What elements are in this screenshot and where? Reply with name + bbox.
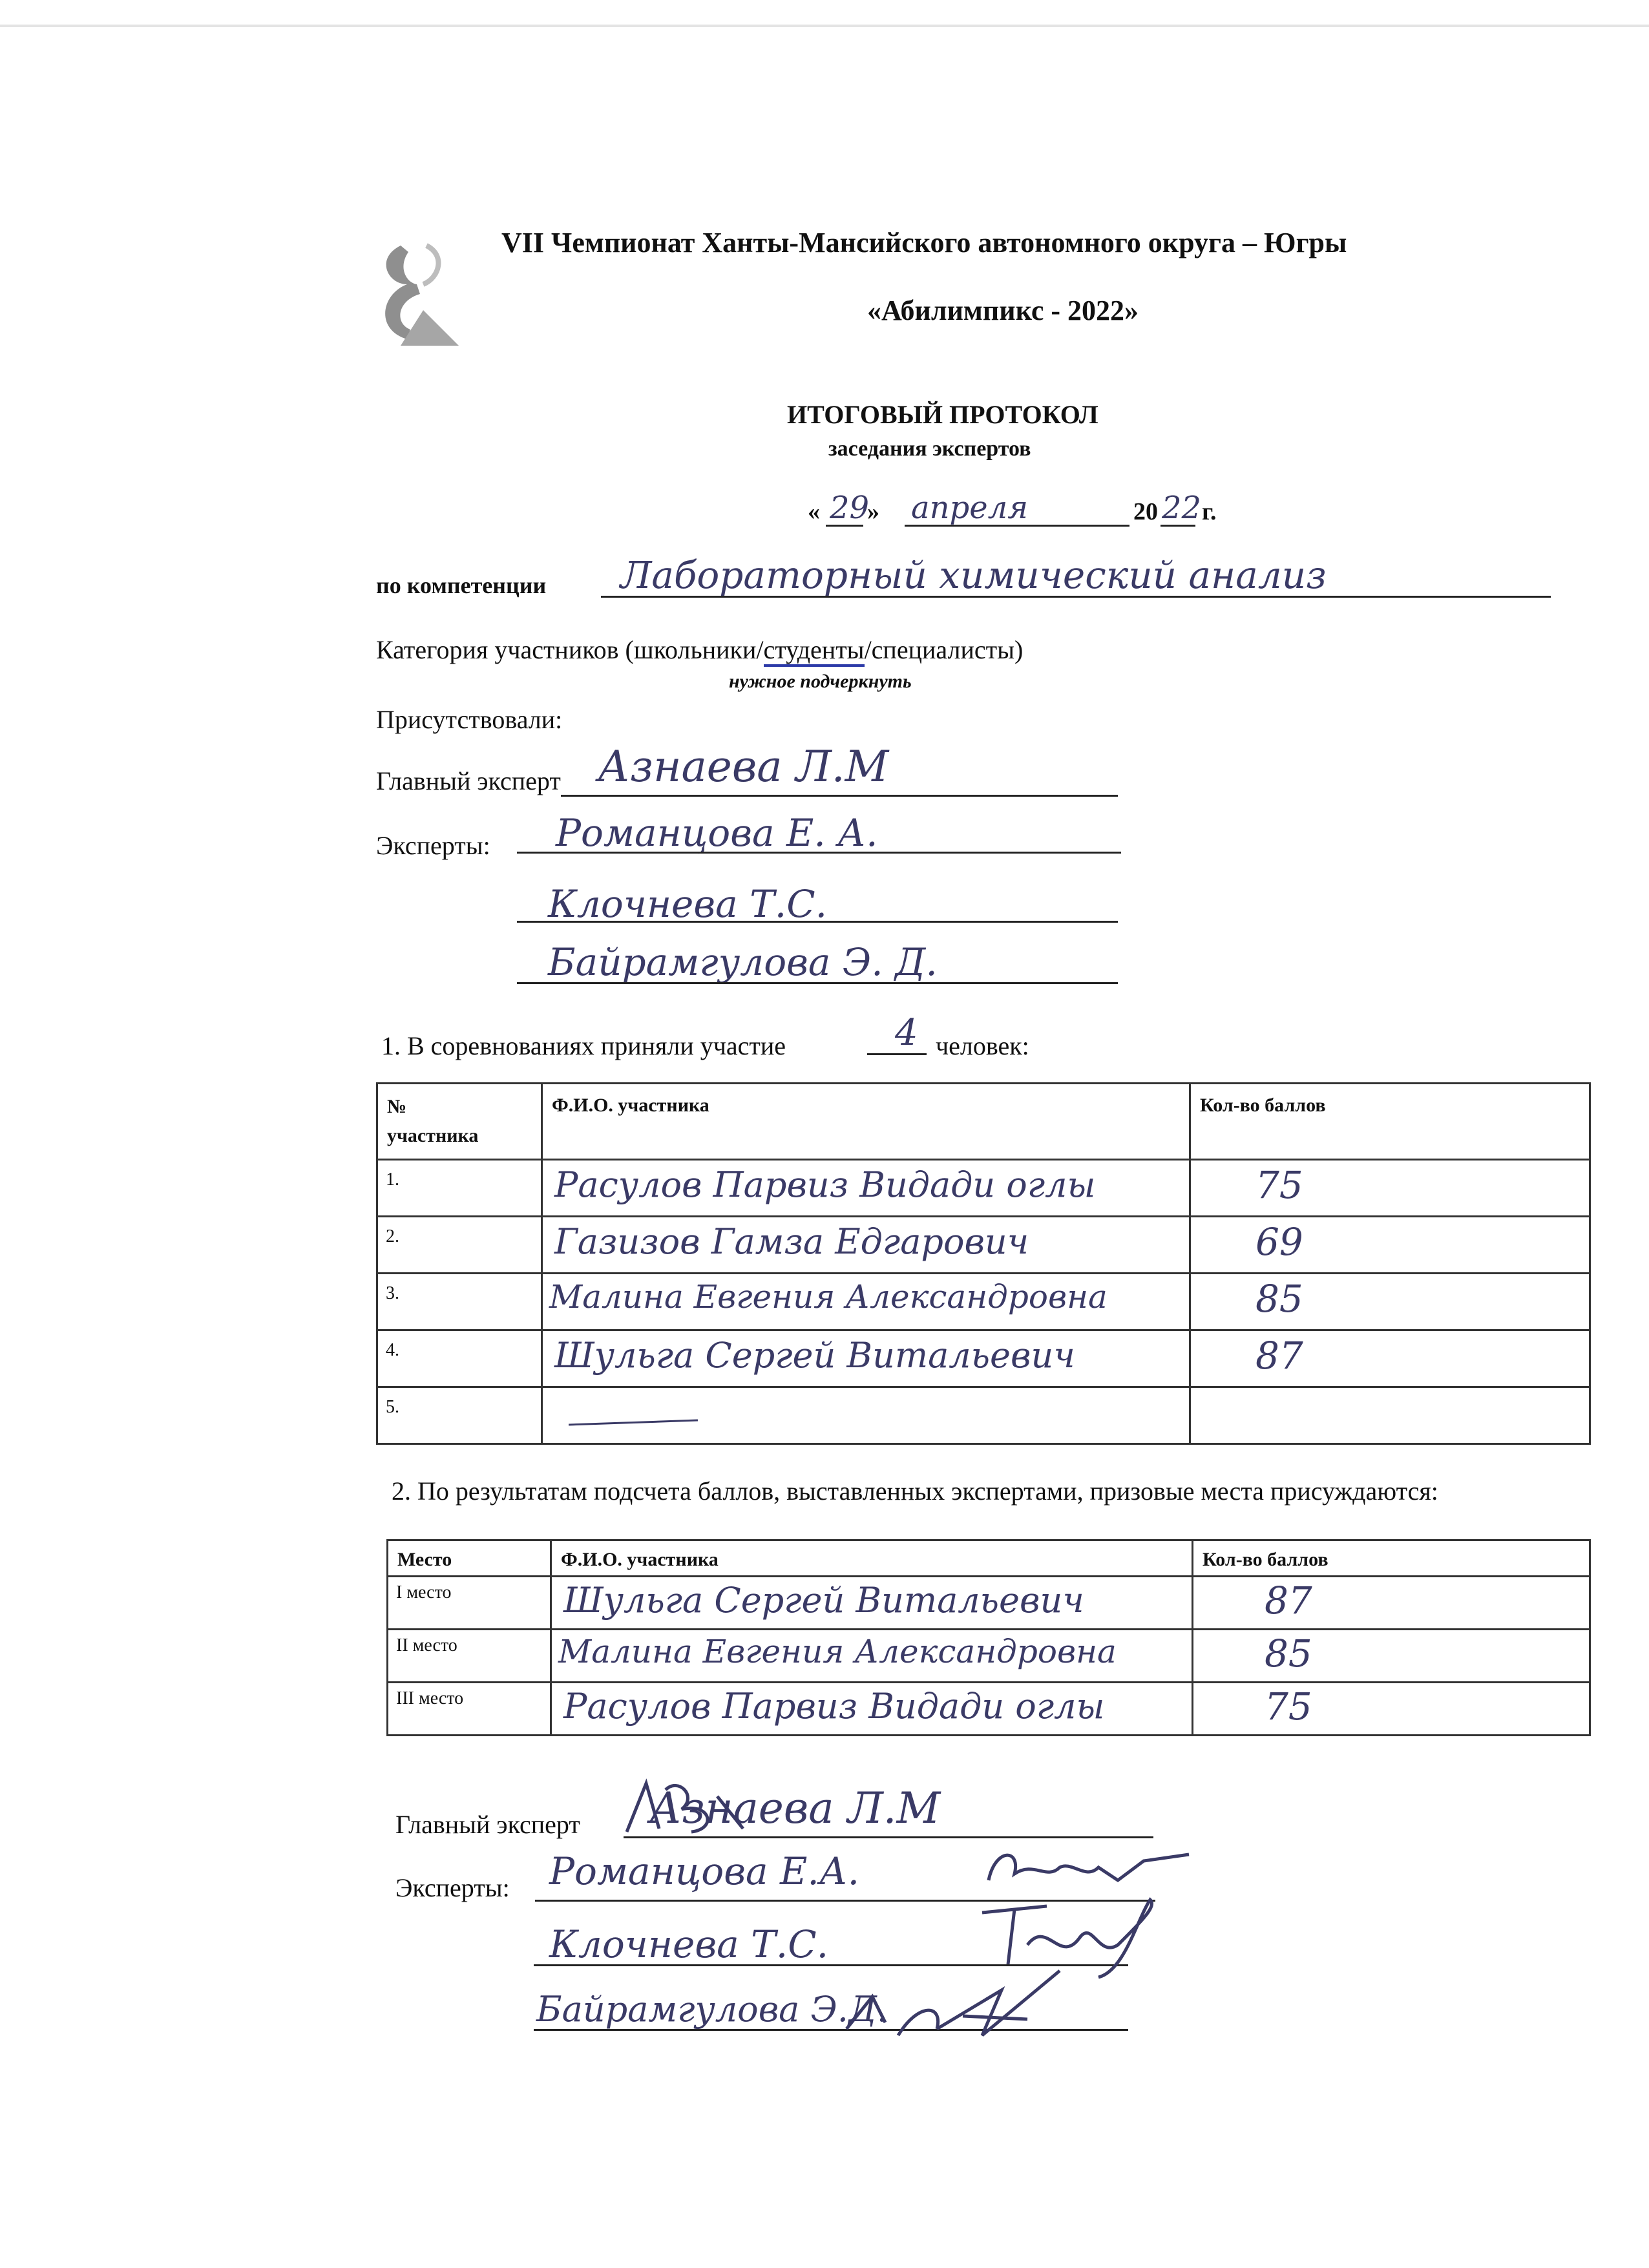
category-underlined-students: студенты bbox=[764, 635, 865, 667]
present-label: Присутствовали: bbox=[376, 705, 563, 734]
scan-edge bbox=[0, 25, 1649, 27]
header-name: Ф.И.О. участника bbox=[561, 1549, 719, 1570]
participant-name: Расулов Парвиз Видади оглы bbox=[554, 1164, 1096, 1205]
signature-scribble-expert-1-icon bbox=[982, 1835, 1195, 1900]
category-text-after: /специалисты) bbox=[864, 635, 1024, 664]
prize-place: II место bbox=[396, 1635, 457, 1655]
participant-name: Шульга Сергей Витальевич bbox=[554, 1335, 1075, 1376]
table-row bbox=[388, 1630, 1590, 1683]
table-row bbox=[388, 1683, 1590, 1736]
category-text-before: Категория участников (школьники/ bbox=[376, 635, 764, 664]
date-open-quote: « bbox=[808, 498, 820, 525]
date-year-unit: г. bbox=[1202, 498, 1217, 525]
prize-place: I место bbox=[396, 1582, 452, 1602]
signature-chief-label: Главный эксперт bbox=[395, 1810, 580, 1839]
date-line bbox=[808, 491, 1260, 530]
row-number: 1. bbox=[386, 1170, 399, 1190]
participant-score: 87 bbox=[1255, 1334, 1303, 1378]
prize-score: 87 bbox=[1265, 1579, 1312, 1622]
signature-scribble-expert-3-icon bbox=[834, 1958, 1079, 2055]
chief-expert-label: Главный эксперт bbox=[376, 766, 561, 795]
championship-title: VII Чемпионат Ханты-Мансийского автономного округа – Югры bbox=[501, 227, 1347, 258]
participants-table-header bbox=[377, 1084, 1590, 1160]
date-day: 29 bbox=[830, 490, 870, 526]
table-row bbox=[377, 1217, 1590, 1274]
expert-name-3: Байрамгулова Э. Д. bbox=[548, 940, 938, 984]
date-month: апреля bbox=[911, 490, 1029, 526]
row-number: 4. bbox=[386, 1340, 399, 1360]
date-close-quote: » bbox=[867, 498, 879, 525]
signature-scribble-chief-icon bbox=[620, 1770, 750, 1842]
header-score: Кол-во баллов bbox=[1203, 1549, 1329, 1570]
row-number: 3. bbox=[386, 1283, 399, 1303]
competence-label: по компетенции bbox=[376, 572, 547, 598]
prize-winner-name: Малина Евгения Александровна bbox=[558, 1633, 1117, 1670]
prizes-table-header bbox=[388, 1540, 1590, 1577]
table-row bbox=[377, 1330, 1590, 1387]
row-number: 2. bbox=[386, 1226, 399, 1246]
participant-name: Малина Евгения Александровна bbox=[549, 1278, 1108, 1316]
date-year-suffix: 22 bbox=[1162, 490, 1202, 526]
prize-winner-name: Расулов Парвиз Видади оглы bbox=[563, 1686, 1105, 1727]
header-number: № участника bbox=[387, 1096, 479, 1146]
row-number: 5. bbox=[386, 1397, 399, 1417]
signature-expert-1: Романцова Е.А. bbox=[549, 1849, 860, 1893]
participant-score: 85 bbox=[1255, 1277, 1303, 1321]
participants-count: 4 bbox=[895, 1012, 918, 1054]
prize-score: 85 bbox=[1265, 1632, 1312, 1675]
participant-name: Газизов Гамза Едгарович bbox=[554, 1221, 1029, 1262]
signature-expert-2: Клочнева Т.С. bbox=[549, 1922, 829, 1966]
header-score: Кол-во баллов bbox=[1200, 1095, 1326, 1116]
protocol-subtitle: заседания экспертов bbox=[828, 437, 1031, 461]
signature-chief-name: Азнаева Л.М bbox=[649, 1783, 941, 1833]
participant-category bbox=[376, 635, 1023, 665]
header-name: Ф.И.О. участника bbox=[552, 1095, 709, 1116]
header-place: Место bbox=[397, 1549, 452, 1570]
prize-score: 75 bbox=[1265, 1685, 1312, 1728]
participant-score: 69 bbox=[1255, 1220, 1303, 1264]
date-year-prefix: 20 bbox=[1133, 498, 1158, 525]
prize-winner-name: Шульга Сергей Витальевич bbox=[563, 1580, 1084, 1621]
empty-name-dash bbox=[569, 1420, 698, 1426]
experts-label: Эксперты: bbox=[376, 831, 490, 860]
prizes-table bbox=[386, 1539, 1591, 1736]
table-row bbox=[388, 1577, 1590, 1630]
category-note: нужное подчеркнуть bbox=[729, 671, 912, 692]
expert-name-1: Романцова Е. А. bbox=[556, 811, 878, 855]
section1-unit: человек: bbox=[936, 1031, 1029, 1060]
competence-value: Лабораторный химический анализ bbox=[620, 553, 1327, 597]
abilympics-logo-icon bbox=[362, 233, 478, 349]
signature-experts-label: Эксперты: bbox=[395, 1873, 510, 1902]
section1-text: 1. В соревнованиях приняли участие bbox=[381, 1031, 786, 1060]
chief-expert-name: Азнаева Л.М bbox=[598, 742, 889, 792]
prize-place: III место bbox=[396, 1688, 464, 1708]
participants-table bbox=[376, 1082, 1591, 1445]
signature-expert-3: Байрамгулова Э.Д. bbox=[536, 1989, 888, 2030]
protocol-title: ИТОГОВЫЙ ПРОТОКОЛ bbox=[787, 400, 1098, 429]
table-row bbox=[377, 1387, 1590, 1444]
table-row bbox=[377, 1274, 1590, 1330]
expert-name-2: Клочнева Т.С. bbox=[548, 882, 828, 926]
participant-score: 75 bbox=[1255, 1163, 1303, 1207]
section2-text: 2. По результатам подсчета баллов, выставленных экспертами, призовые места присуждаются: bbox=[392, 1476, 1438, 1506]
table-row bbox=[377, 1160, 1590, 1217]
championship-subtitle: «Абилимпикс - 2022» bbox=[867, 295, 1139, 326]
